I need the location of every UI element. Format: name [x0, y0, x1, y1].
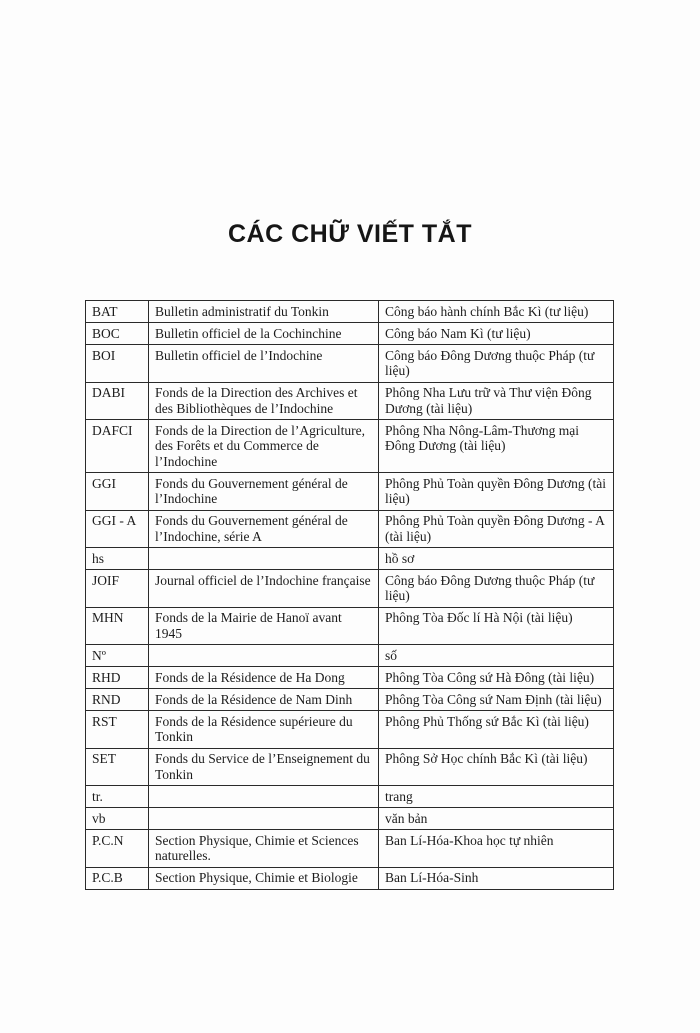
- abbreviation-cell: GGI - A: [86, 510, 149, 548]
- expansion-cell: [149, 786, 379, 808]
- expansion-cell: Journal officiel de l’Indochine française: [149, 570, 379, 608]
- table-row: [86, 786, 614, 808]
- expansion-cell: Section Physique, Chimie et Biologie: [149, 867, 379, 889]
- abbreviations-table-container: [85, 300, 613, 890]
- expansion-cell: [149, 548, 379, 570]
- translation-cell: Phông Tòa Công sứ Nam Định (tài liệu): [379, 689, 614, 711]
- expansion-cell: Fonds du Gouvernement général de l’Indochine: [149, 473, 379, 511]
- abbreviation-cell: BOC: [86, 323, 149, 345]
- table-row: [86, 667, 614, 689]
- translation-cell: Ban Lí-Hóa-Sinh: [379, 867, 614, 889]
- abbreviation-cell: DAFCI: [86, 420, 149, 473]
- translation-cell: Phông Phủ Thống sứ Bắc Kì (tài liệu): [379, 711, 614, 749]
- translation-cell: Phông Nha Lưu trữ và Thư viện Đông Dương (tài liệu): [379, 382, 614, 420]
- abbreviations-table-body: [86, 301, 614, 890]
- expansion-cell: Fonds de la Résidence de Nam Dinh: [149, 689, 379, 711]
- translation-cell: Công báo Nam Kì (tư liệu): [379, 323, 614, 345]
- table-row: [86, 607, 614, 645]
- expansion-cell: Section Physique, Chimie et Sciences naturelles.: [149, 830, 379, 868]
- expansion-cell: Fonds du Gouvernement général de l’Indochine, série A: [149, 510, 379, 548]
- translation-cell: Công báo Đông Dương thuộc Pháp (tư liệu): [379, 345, 614, 383]
- expansion-cell: Fonds de la Résidence supérieure du Tonkin: [149, 711, 379, 749]
- table-row: [86, 301, 614, 323]
- expansion-cell: [149, 645, 379, 667]
- table-row: [86, 830, 614, 868]
- table-row: [86, 570, 614, 608]
- translation-cell: Phông Nha Nông-Lâm-Thương mại Đông Dương (tài liệu): [379, 420, 614, 473]
- abbreviation-cell: vb: [86, 808, 149, 830]
- abbreviation-cell: P.C.N: [86, 830, 149, 868]
- abbreviation-cell: RHD: [86, 667, 149, 689]
- translation-cell: Công báo hành chính Bắc Kì (tư liệu): [379, 301, 614, 323]
- abbreviations-table: [85, 300, 614, 890]
- abbreviation-cell: JOIF: [86, 570, 149, 608]
- translation-cell: số: [379, 645, 614, 667]
- abbreviation-cell: RST: [86, 711, 149, 749]
- abbreviation-cell: Nº: [86, 645, 149, 667]
- translation-cell: Ban Lí-Hóa-Khoa học tự nhiên: [379, 830, 614, 868]
- abbreviation-cell: BAT: [86, 301, 149, 323]
- translation-cell: Phông Tòa Công sứ Hà Đông (tài liệu): [379, 667, 614, 689]
- expansion-cell: Bulletin officiel de l’Indochine: [149, 345, 379, 383]
- abbreviation-cell: hs: [86, 548, 149, 570]
- abbreviation-cell: DABI: [86, 382, 149, 420]
- table-row: [86, 808, 614, 830]
- table-row: [86, 345, 614, 383]
- translation-cell: Phông Tòa Đốc lí Hà Nội (tài liệu): [379, 607, 614, 645]
- expansion-cell: Fonds du Service de l’Enseignement du Tonkin: [149, 748, 379, 786]
- table-row: [86, 548, 614, 570]
- table-row: [86, 711, 614, 749]
- translation-cell: Phông Phủ Toàn quyền Đông Dương (tài liệu): [379, 473, 614, 511]
- translation-cell: Công báo Đông Dương thuộc Pháp (tư liệu): [379, 570, 614, 608]
- translation-cell: trang: [379, 786, 614, 808]
- expansion-cell: Fonds de la Résidence de Ha Dong: [149, 667, 379, 689]
- translation-cell: hồ sơ: [379, 548, 614, 570]
- table-row: [86, 867, 614, 889]
- expansion-cell: Fonds de la Direction des Archives et des Bibliothèques de l’Indochine: [149, 382, 379, 420]
- abbreviation-cell: MHN: [86, 607, 149, 645]
- abbreviation-cell: SET: [86, 748, 149, 786]
- table-row: [86, 645, 614, 667]
- expansion-cell: Fonds de la Mairie de Hanoï avant 1945: [149, 607, 379, 645]
- abbreviation-cell: GGI: [86, 473, 149, 511]
- table-row: [86, 382, 614, 420]
- table-row: [86, 510, 614, 548]
- abbreviation-cell: RND: [86, 689, 149, 711]
- table-row: [86, 689, 614, 711]
- expansion-cell: [149, 808, 379, 830]
- translation-cell: Phông Sở Học chính Bắc Kì (tài liệu): [379, 748, 614, 786]
- abbreviation-cell: P.C.B: [86, 867, 149, 889]
- table-row: [86, 748, 614, 786]
- expansion-cell: Bulletin officiel de la Cochinchine: [149, 323, 379, 345]
- table-row: [86, 473, 614, 511]
- table-row: [86, 420, 614, 473]
- expansion-cell: Fonds de la Direction de l’Agriculture, des Forêts et du Commerce de l’Indochine: [149, 420, 379, 473]
- page-title: CÁC CHỮ VIẾT TẮT: [227, 220, 472, 248]
- abbreviation-cell: tr.: [86, 786, 149, 808]
- translation-cell: văn bản: [379, 808, 614, 830]
- table-row: [86, 323, 614, 345]
- expansion-cell: Bulletin administratif du Tonkin: [149, 301, 379, 323]
- abbreviation-cell: BOI: [86, 345, 149, 383]
- translation-cell: Phông Phủ Toàn quyền Đông Dương - A (tài liệu): [379, 510, 614, 548]
